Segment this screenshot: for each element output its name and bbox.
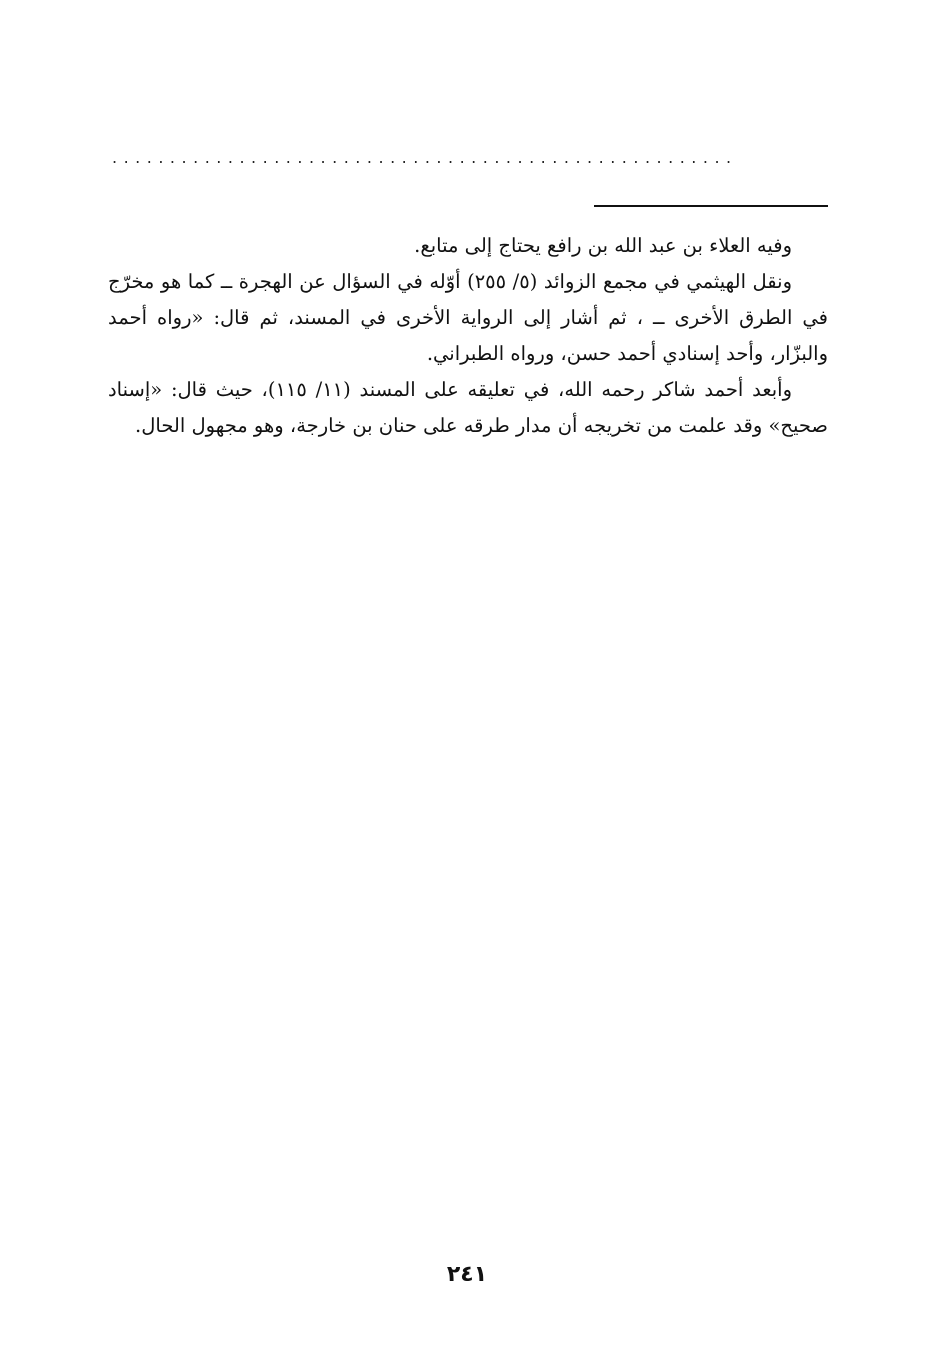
footnote-paragraph-2: ونقل الهيثمي في مجمع الزوائد (٥/ ٢٥٥) أوّله في السؤال عن الهجرة ــ كما هو مخرّج في الطرق الأخرى ــ ، ثم أشار إلى الرواية الأخرى في المسند، ثم قال: «رواه أحمد والبزّار، وأحد إسنادي أحمد حسن، ورواه الطبراني. [108,270,828,365]
footnote-paragraph-1: وفيه العلاء بن عبد الله بن رافع يحتاج إلى متابع. [414,234,792,257]
footnote-paragraph-3: وأبعد أحمد شاكر رحمه الله، في تعليقه على المسند (١١/ ١١٥)، حيث قال: «إسناد صحيح» وقد علمت من تخريجه أن مدار طرقه على حنان بن خارجة، وهو مجهول الحال. [108,378,828,437]
footnote-block [108,228,828,444]
footnote-rule [594,205,828,207]
page-number: ٢٤١ [446,1262,488,1287]
dotted-separator: ...................................................... [112,148,738,167]
